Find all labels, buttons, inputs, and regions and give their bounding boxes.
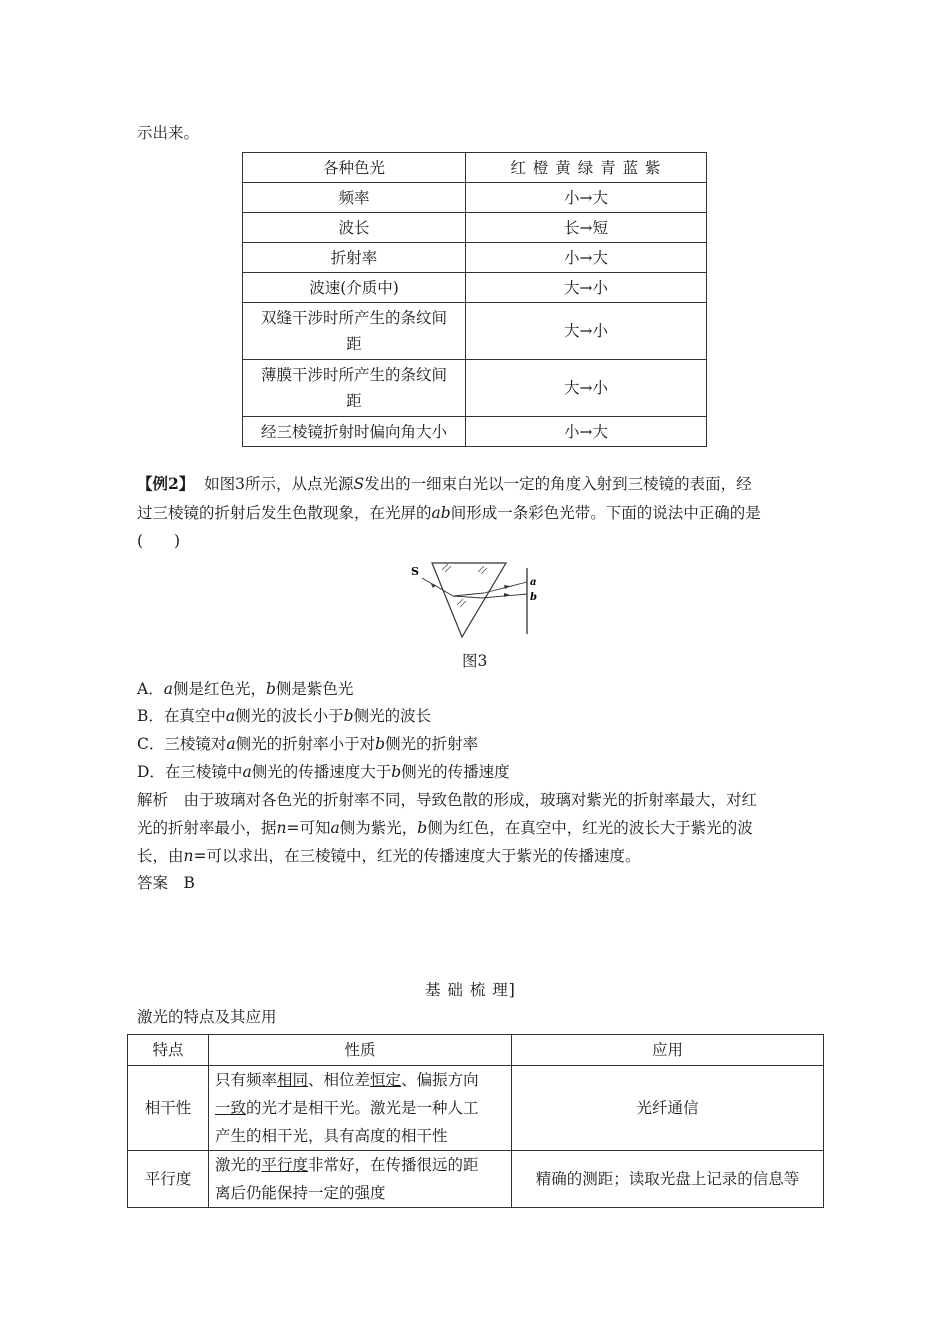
answer-text: 答案 B bbox=[137, 874, 195, 892]
option-text: 侧光的折射率小于对 bbox=[235, 735, 376, 753]
underlined-term: 恒定 bbox=[370, 1071, 402, 1089]
table-cell: 波长 bbox=[243, 213, 466, 243]
analysis-text: 侧为紫光， bbox=[339, 819, 418, 837]
table-cell bbox=[243, 360, 466, 417]
table-row bbox=[243, 417, 707, 447]
table-row bbox=[243, 183, 707, 213]
prism-triangle bbox=[432, 563, 506, 637]
analysis-line-2 bbox=[137, 817, 753, 839]
option-text: 侧光的折射率 bbox=[385, 735, 479, 753]
var-b: b bbox=[391, 763, 402, 781]
analysis-text: 长，由 bbox=[137, 847, 184, 865]
table-header-cell: 红 橙 黄 绿 青 蓝 紫 bbox=[466, 153, 707, 183]
cell-text: 、相位差 bbox=[308, 1071, 371, 1089]
var-a: a bbox=[225, 707, 236, 725]
var-b: b bbox=[417, 819, 428, 837]
table-cell: 长→短 bbox=[466, 213, 707, 243]
table-cell: 小→大 bbox=[466, 183, 707, 213]
question-text: 如图3所示，从点光源 bbox=[204, 475, 354, 493]
table-row bbox=[243, 303, 707, 360]
table-cell-line: 距 bbox=[346, 335, 362, 353]
option-text: C．三棱镜对 bbox=[137, 735, 227, 753]
var-n: n bbox=[276, 819, 287, 837]
option-text: D．在三棱镜中 bbox=[137, 763, 243, 781]
option-text: 侧光的波长小于 bbox=[235, 707, 344, 725]
section-subtitle: 激光的特点及其应用 bbox=[137, 1008, 277, 1026]
var-a: a bbox=[330, 819, 340, 837]
table-row bbox=[128, 1035, 824, 1066]
var-b: b bbox=[265, 680, 276, 698]
analysis-text: =可知 bbox=[286, 819, 331, 837]
table-cell: 频率 bbox=[243, 183, 466, 213]
var-b: b bbox=[375, 735, 386, 753]
table-cell: 经三棱镜折射时偏向角大小 bbox=[243, 417, 466, 447]
table-cell-line: 薄膜干涉时所产生的条纹间 bbox=[260, 366, 447, 384]
cell-text: 离后仍能保持一定的强度 bbox=[215, 1184, 386, 1202]
option-text: B．在真空中 bbox=[137, 707, 226, 725]
answer-blank: ( ) bbox=[137, 532, 181, 550]
intro-tail-text: 示出来。 bbox=[137, 124, 200, 142]
table-cell: 精确的测距；读取光盘上记录的信息等 bbox=[512, 1151, 824, 1208]
question-text: 发出的一细束白光以一定的角度入射到三棱镜的表面，经 bbox=[364, 475, 752, 493]
example-label: 【例2】 bbox=[137, 474, 195, 493]
table-cell: 大→小 bbox=[466, 303, 707, 360]
var-s: S bbox=[353, 475, 365, 493]
var-a: a bbox=[163, 680, 173, 698]
table-cell: 小→大 bbox=[466, 243, 707, 273]
underlined-term: 相同 bbox=[277, 1071, 309, 1089]
analysis-text: 侧为红色，在真空中，红光的波长大于紫光的波 bbox=[427, 819, 753, 837]
cell-text: 、偏振方向 bbox=[401, 1071, 479, 1089]
table-row bbox=[243, 243, 707, 273]
option-d bbox=[137, 761, 510, 783]
underlined-term: 一致 bbox=[215, 1099, 247, 1117]
example-question-line-2 bbox=[137, 502, 761, 524]
table-row bbox=[243, 273, 707, 303]
option-a bbox=[137, 678, 353, 700]
option-text: 侧是紫色光 bbox=[275, 680, 354, 698]
table-cell: 折射率 bbox=[243, 243, 466, 273]
prism-figure bbox=[404, 558, 554, 643]
var-ab: ab bbox=[431, 504, 451, 522]
color-light-table bbox=[242, 152, 707, 447]
option-text: 侧是红色光， bbox=[172, 680, 266, 698]
option-text: 侧光的传播速度 bbox=[401, 763, 510, 781]
option-c bbox=[137, 733, 478, 755]
table-cell: 小→大 bbox=[466, 417, 707, 447]
option-text: 侧光的波长 bbox=[353, 707, 432, 725]
cell-text: 的光才是相干光。激光是一种人工 bbox=[246, 1099, 479, 1117]
option-text: 侧光的传播速度大于 bbox=[251, 763, 392, 781]
table-row bbox=[128, 1066, 824, 1151]
table-cell-line: 距 bbox=[346, 392, 362, 410]
analysis-line-1: 解析 由于玻璃对各色光的折射率不同，导致色散的形成，玻璃对紫光的折射率最大，对红 bbox=[137, 791, 758, 809]
figure-caption: 图3 bbox=[462, 652, 488, 670]
table-cell bbox=[209, 1066, 512, 1151]
underlined-term: 平行度 bbox=[261, 1156, 309, 1174]
table-row bbox=[243, 213, 707, 243]
table-row bbox=[243, 153, 707, 183]
question-text: 过三棱镜的折射后发生色散现象，在光屏的 bbox=[137, 504, 432, 522]
table-cell: 平行度 bbox=[128, 1151, 209, 1208]
question-text: 间形成一条彩色光带。下面的说法中正确的是 bbox=[450, 504, 761, 522]
table-row bbox=[128, 1151, 824, 1208]
table-header-cell: 性质 bbox=[209, 1035, 512, 1066]
laser-table bbox=[127, 1034, 824, 1208]
table-cell bbox=[243, 303, 466, 360]
table-cell: 相干性 bbox=[128, 1066, 209, 1151]
table-cell: 大→小 bbox=[466, 360, 707, 417]
table-header-cell: 应用 bbox=[512, 1035, 824, 1066]
cell-text: 产生的相干光，具有高度的相干性 bbox=[215, 1127, 448, 1145]
figure-label-b: b bbox=[530, 592, 537, 603]
table-cell-line: 双缝干涉时所产生的条纹间 bbox=[260, 309, 447, 327]
cell-text: 只有频率 bbox=[215, 1071, 278, 1089]
var-a: a bbox=[226, 735, 236, 753]
table-row bbox=[243, 360, 707, 417]
incident-ray bbox=[422, 578, 453, 596]
section-title: 基 础 梳 理] bbox=[425, 981, 516, 999]
var-n: n bbox=[183, 847, 194, 865]
cell-text: 非常好，在传播很远的距 bbox=[308, 1156, 479, 1174]
analysis-text: =可以求出，在三棱镜中，红光的传播速度大于紫光的传播速度。 bbox=[193, 847, 641, 865]
var-a: a bbox=[242, 763, 252, 781]
example-question-line-1 bbox=[137, 473, 752, 495]
table-cell: 波速(介质中) bbox=[243, 273, 466, 303]
table-cell bbox=[209, 1151, 512, 1208]
table-cell: 光纤通信 bbox=[512, 1066, 824, 1151]
figure-label-s: S bbox=[411, 565, 419, 578]
option-text: A． bbox=[137, 680, 164, 698]
var-b: b bbox=[343, 707, 354, 725]
cell-text: 激光的 bbox=[215, 1156, 262, 1174]
option-b bbox=[137, 705, 431, 727]
table-header-cell: 各种色光 bbox=[243, 153, 466, 183]
analysis-line-3 bbox=[137, 845, 641, 867]
analysis-text: 光的折射率最小，据 bbox=[137, 819, 277, 837]
table-header-cell: 特点 bbox=[128, 1035, 209, 1066]
figure-label-a: a bbox=[530, 577, 537, 588]
table-cell: 大→小 bbox=[466, 273, 707, 303]
